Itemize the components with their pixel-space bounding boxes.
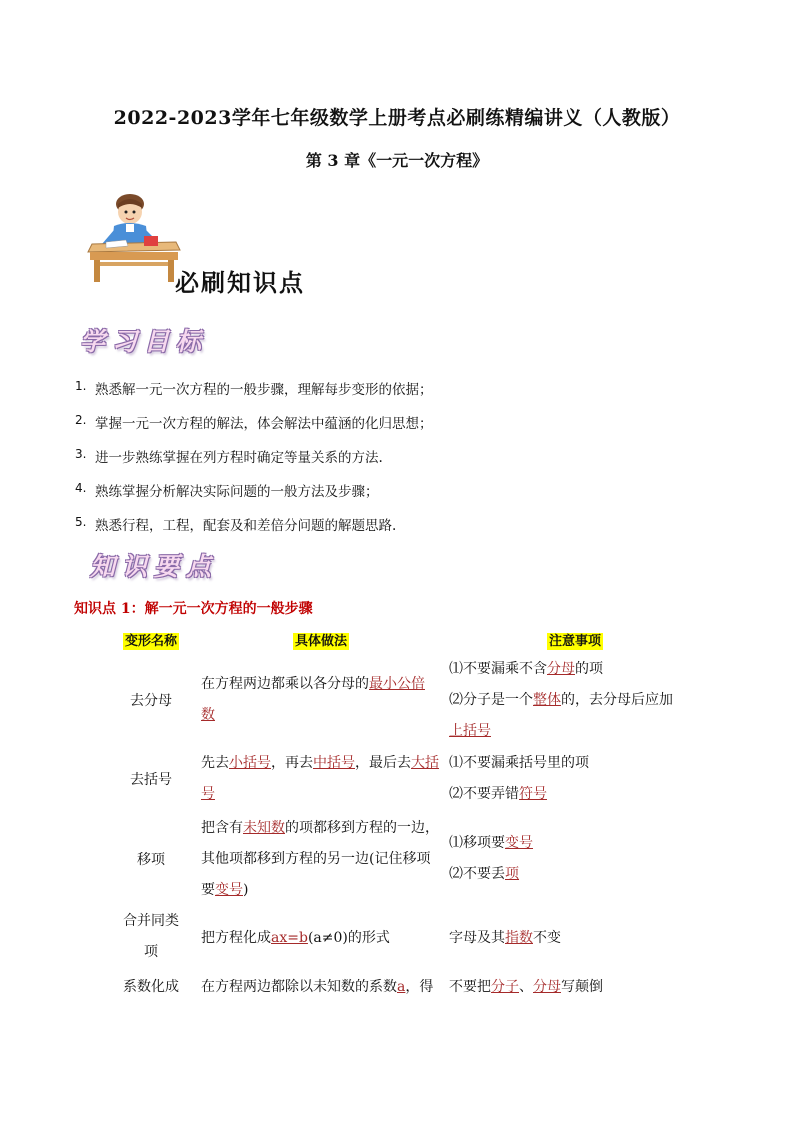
learning-goal-item xyxy=(75,480,755,514)
steps-table xyxy=(105,625,705,1005)
must-brush-heading: 必刷知识点 xyxy=(175,268,305,297)
table-row xyxy=(105,907,705,967)
goal-number: 2. xyxy=(75,413,87,427)
goal-number: 3. xyxy=(75,447,87,461)
learning-goal-item xyxy=(75,514,755,548)
step-notes: 不要把分子、分母写颠倒 xyxy=(449,979,603,995)
step-method: 把含有未知数的项都移到方程的一边， 其他项都移到方程的另一边(记住移项 要变号) xyxy=(201,819,439,898)
step-name: 合并同类 项 xyxy=(123,913,179,960)
table-row xyxy=(105,653,705,747)
step-method: 在方程两边都除以未知数的系数a，得 xyxy=(201,979,434,995)
step-method: 在方程两边都乘以各分母的最小公倍 数 xyxy=(201,676,425,723)
student-at-desk-illustration xyxy=(86,192,182,284)
learning-goal-item xyxy=(75,378,755,412)
learning-goal-item xyxy=(75,446,755,480)
goal-text: 熟练掌握分析解决实际问题的一般方法及步骤； xyxy=(95,484,379,500)
goal-number: 1. xyxy=(75,379,87,393)
step-notes: ⑴不要漏乘括号里的项 ⑵不要弄错符号 xyxy=(449,755,589,802)
step-notes: ⑴移项要变号 ⑵不要丢项 xyxy=(449,835,533,882)
header-notes: 注意事项 xyxy=(548,633,601,649)
goal-number: 5. xyxy=(75,515,87,529)
learning-goals-banner: 学习目标 xyxy=(80,327,209,356)
goal-text: 熟悉行程，工程，配套及和差倍分问题的解题思路. xyxy=(95,518,397,534)
step-method: 把方程化成ax=b(a≠0)的形式 xyxy=(201,930,390,946)
table-header xyxy=(105,625,705,653)
step-notes: ⑴不要漏乘不含分母的项 ⑵分子是一个整体的，去分母后应加 上括号 xyxy=(449,660,673,739)
header-step-name: 变形名称 xyxy=(124,633,177,649)
table-row xyxy=(105,967,705,1005)
knowledge-point-title: 知识点 1：解一元一次方程的一般步骤 xyxy=(74,601,313,617)
step-notes: 字母及其指数不变 xyxy=(449,930,561,946)
step-method: 先去小括号，再去中括号，最后去大括 号 xyxy=(201,755,439,802)
document-title: 2022-2023学年七年级数学上册考点必刷练精编讲义（人教版） xyxy=(113,107,681,129)
step-name: 去分母 xyxy=(130,693,172,709)
header-method: 具体做法 xyxy=(294,633,347,649)
table-row xyxy=(105,747,705,811)
learning-goals-list xyxy=(75,378,755,548)
step-name: 去括号 xyxy=(130,772,172,788)
goal-text: 进一步熟练掌握在列方程时确定等量关系的方法. xyxy=(95,450,383,466)
goal-text: 熟悉解一元一次方程的一般步骤，理解每步变形的依据； xyxy=(95,382,433,398)
table-row xyxy=(105,811,705,907)
key-points-banner: 知识要点 xyxy=(90,552,219,581)
goal-text: 掌握一元一次方程的解法，体会解法中蕴涵的化归思想； xyxy=(95,416,433,432)
learning-goal-item xyxy=(75,412,755,446)
step-name: 移项 xyxy=(137,852,165,868)
goal-number: 4. xyxy=(75,481,87,495)
chapter-subtitle: 第 3 章《一元一次方程》 xyxy=(305,151,489,170)
step-name: 系数化成 xyxy=(123,979,179,995)
